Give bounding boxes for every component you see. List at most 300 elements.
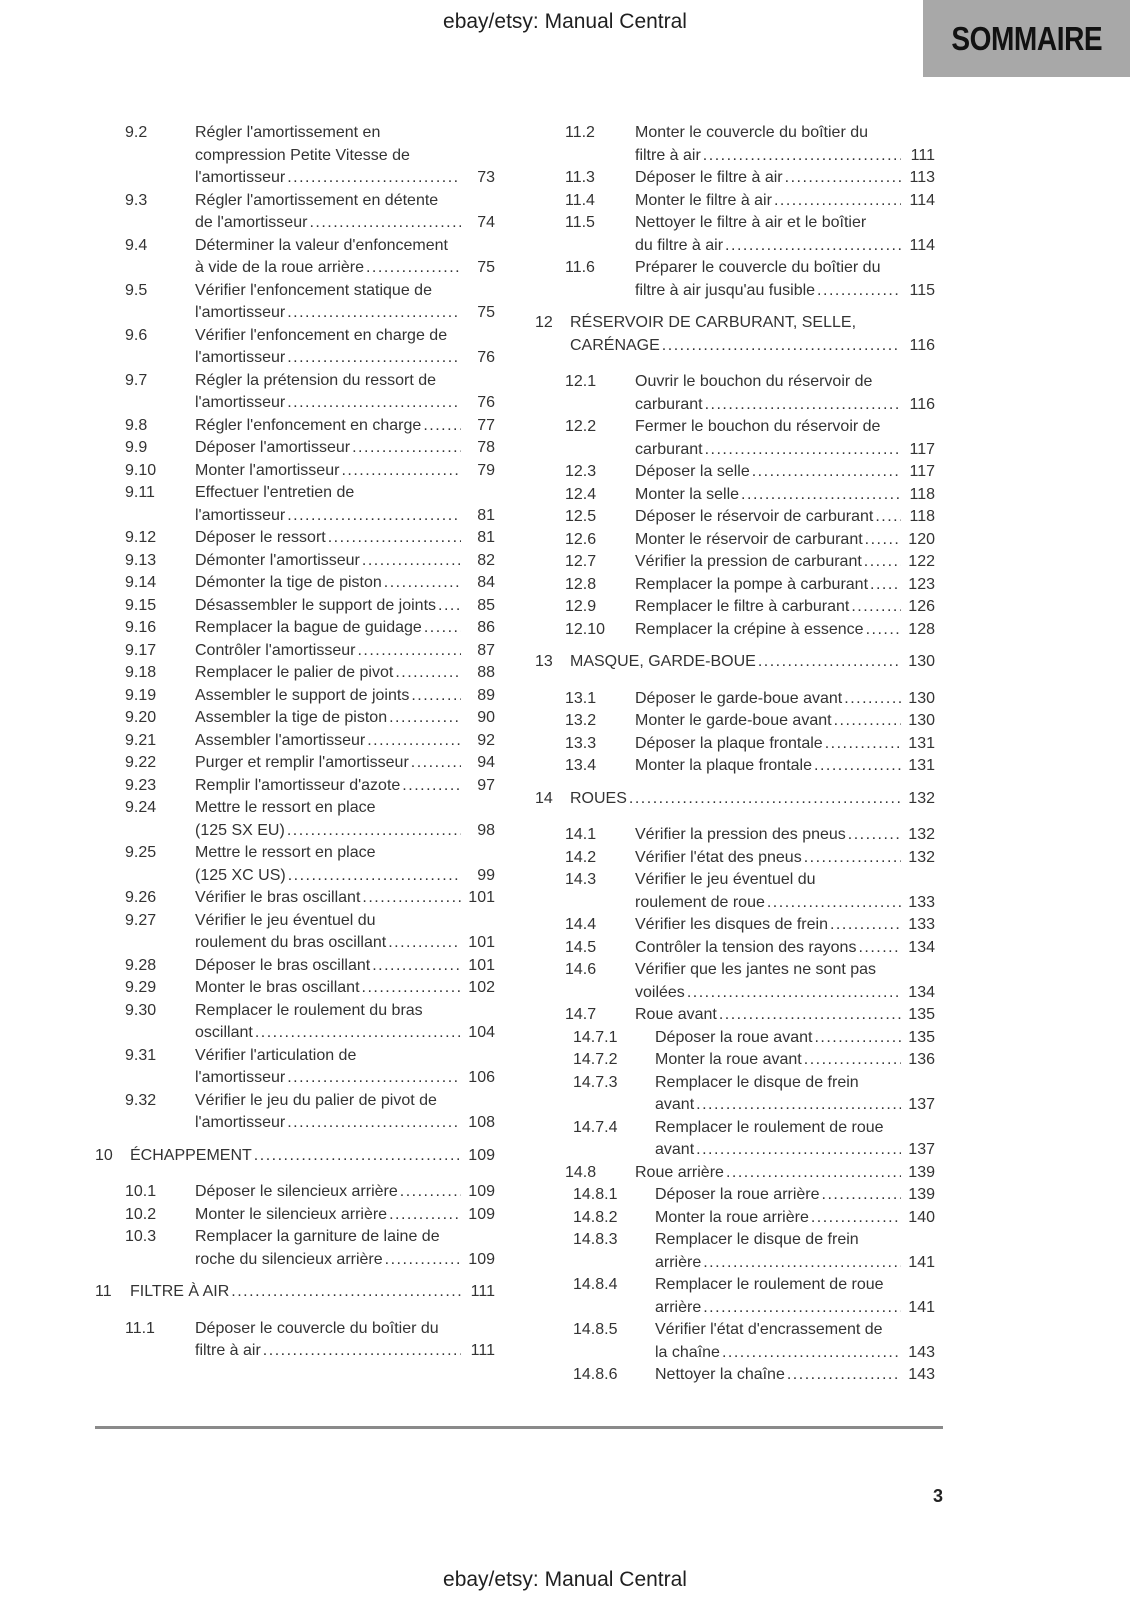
toc-page-number: 132	[908, 789, 935, 807]
toc-dot-leader	[864, 619, 901, 642]
toc-entry-11.4	[535, 190, 935, 213]
toc-entry-line	[565, 167, 935, 190]
toc-page-number: 135	[908, 1028, 935, 1046]
toc-entry-number: 13.1	[565, 689, 597, 707]
toc-page-number: 134	[908, 938, 935, 956]
toc-page-number: 131	[908, 757, 935, 774]
toc-entry-title: Vérifier l'enfoncement en charge de	[195, 326, 448, 344]
toc-entry-number: 12.8	[565, 575, 597, 593]
toc-dot-leader	[252, 1145, 461, 1168]
toc-entry-number: 14.8.6	[573, 1366, 618, 1383]
toc-entry-9.2	[95, 122, 495, 190]
toc-page-number: 126	[908, 598, 935, 615]
toc-page-number: 97	[477, 776, 495, 794]
toc-dot-leader	[785, 1364, 901, 1387]
toc-dot-leader	[409, 685, 461, 708]
toc-dot-leader	[229, 1281, 461, 1304]
toc-entry-number: 11	[95, 1283, 112, 1300]
toc-page-number: 82	[477, 551, 495, 569]
toc-entry-number	[125, 167, 195, 190]
toc-page-number: 143	[908, 1343, 935, 1361]
toc-entry-11.5	[535, 212, 935, 257]
toc-entry-title: Mettre le ressort en place	[195, 799, 376, 816]
toc-entry-number: 9.8	[125, 416, 148, 434]
toc-entry-title: Vérifier les disques de frein	[635, 916, 828, 933]
toc-entry-title: Vérifier l'articulation de	[195, 1046, 357, 1064]
toc-dot-leader	[873, 506, 901, 529]
toc-entry-line	[573, 1297, 935, 1320]
toc-entry-number: 9.3	[125, 191, 148, 209]
toc-entry-number	[125, 932, 195, 955]
toc-entry-line	[565, 914, 935, 937]
toc-dot-leader	[307, 212, 461, 235]
toc-entry-title: du filtre à air	[635, 236, 724, 254]
toc-entry-title: Effectuer l'entretien de	[195, 484, 355, 501]
sommaire-tab-label: SOMMAIRE	[951, 19, 1102, 57]
toc-entry-title: Monter le réservoir de carburant	[635, 530, 863, 548]
toc-entry-title: Vérifier l'état des pneus	[635, 848, 802, 866]
toc-entry-number: 9.29	[125, 979, 157, 996]
toc-entry-12	[535, 312, 935, 357]
toc-entry-line	[565, 371, 935, 394]
toc-entry-title: MASQUE, GARDE-BOUE	[570, 653, 756, 670]
toc-page-number: 94	[477, 754, 495, 771]
toc-entry-number: 9.31	[125, 1046, 157, 1064]
toc-entry-number: 14.8.5	[573, 1321, 618, 1338]
toc-entry-number: 14.7.1	[573, 1028, 618, 1046]
toc-entry-line	[565, 506, 935, 529]
toc-entry-line	[125, 167, 495, 190]
toc-entry-number: 14.7	[565, 1006, 597, 1023]
toc-entry-number: 9.12	[125, 529, 157, 546]
toc-entry-9.6	[95, 325, 495, 370]
toc-entry-title: Contrôler la tension des rayons	[635, 938, 857, 956]
toc-entry-number: 13.3	[565, 734, 597, 752]
toc-entry-title: Monter la plaque frontale	[635, 757, 812, 774]
toc-page-number: 140	[908, 1208, 935, 1226]
toc-entry-title: Remplacer le roulement de roue	[655, 1118, 884, 1136]
toc-page-number: 130	[908, 689, 935, 707]
toc-entry-title: oscillant	[195, 1024, 253, 1041]
toc-page-number: 109	[468, 1183, 495, 1200]
toc-entry-line	[573, 1027, 935, 1050]
toc-entry-line	[125, 347, 495, 370]
toc-entry-9.17	[95, 640, 495, 663]
toc-dot-leader	[387, 707, 461, 730]
toc-dot-leader	[694, 1094, 901, 1117]
page-number: 3	[932, 1486, 943, 1506]
toc-entry-number: 9.2	[125, 124, 148, 141]
toc-entry-number: 14.8.1	[573, 1186, 618, 1203]
toc-page-number: 135	[908, 1006, 935, 1023]
toc-page-number: 141	[908, 1253, 935, 1271]
toc-entry-number: 14.6	[565, 961, 597, 978]
toc-entry-line	[573, 1072, 935, 1095]
toc-page-number: 88	[477, 664, 495, 681]
toc-entry-line	[95, 1145, 495, 1168]
toc-entry-line	[125, 145, 495, 168]
toc-entry-number: 9.27	[125, 911, 157, 929]
toc-entry-number	[535, 335, 570, 358]
toc-entry-number	[125, 1340, 195, 1363]
toc-entry-number: 9.18	[125, 664, 157, 681]
toc-entry-number	[565, 235, 635, 258]
toc-dot-leader	[285, 505, 461, 528]
toc-entry-14.8	[535, 1162, 935, 1185]
toc-page-number: 87	[477, 641, 495, 659]
toc-entry-line	[95, 1281, 495, 1304]
toc-entry-title: carburant	[635, 395, 703, 413]
toc-page-number: 92	[477, 731, 495, 749]
toc-dot-leader	[783, 167, 901, 190]
toc-entry-9.21	[95, 730, 495, 753]
toc-column-left	[95, 122, 495, 1363]
toc-page-number: 139	[908, 1163, 935, 1181]
toc-dot-leader	[285, 392, 461, 415]
toc-entry-9.32	[95, 1090, 495, 1135]
toc-entry-line	[125, 1112, 495, 1135]
toc-entry-title: Remplacer la crépine à essence	[635, 620, 864, 638]
toc-entry-title: RÉSERVOIR DE CARBURANT, SELLE,	[570, 314, 857, 331]
toc-dot-leader	[703, 439, 901, 462]
toc-entry-13.2	[535, 710, 935, 733]
toc-dot-leader	[339, 460, 461, 483]
toc-entry-title: Mettre le ressort en place	[195, 844, 376, 861]
toc-entry-line	[573, 1207, 935, 1230]
toc-entry-line	[125, 1204, 495, 1227]
toc-dot-leader	[739, 484, 901, 507]
toc-page-number: 114	[909, 236, 935, 254]
toc-page-number: 81	[477, 506, 495, 524]
toc-entry-12.5	[535, 506, 935, 529]
toc-entry-line	[573, 1274, 935, 1297]
toc-page-number: 111	[470, 1283, 495, 1300]
toc-entry-title: Déposer la roue arrière	[655, 1186, 820, 1203]
toc-entry-number: 13	[535, 653, 553, 670]
toc-entry-number: 14.7.3	[573, 1073, 618, 1091]
toc-entry-line	[125, 392, 495, 415]
toc-entry-line	[125, 415, 495, 438]
toc-entry-title: filtre à air jusqu'au fusible	[635, 281, 816, 299]
toc-entry-11	[95, 1281, 495, 1304]
toc-dot-leader	[717, 1004, 901, 1027]
toc-page-number: 114	[909, 191, 935, 209]
toc-entry-line	[565, 484, 935, 507]
toc-entry-9.15	[95, 595, 495, 618]
toc-entry-line	[125, 257, 495, 280]
toc-entry-line	[573, 1184, 935, 1207]
toc-entry-title: Assembler l'amortisseur	[195, 731, 366, 749]
toc-entry-14.6	[535, 959, 935, 1004]
toc-entry-14.8.1	[535, 1184, 935, 1207]
toc-dot-leader	[772, 190, 901, 213]
toc-dot-leader	[846, 824, 901, 847]
toc-dot-leader	[724, 1162, 901, 1185]
toc-page-number: 136	[908, 1051, 935, 1068]
toc-page-number: 74	[477, 214, 495, 231]
toc-entry-title: Monter la roue avant	[655, 1051, 802, 1068]
toc-dot-leader	[832, 710, 901, 733]
toc-entry-title: Démonter la tige de piston	[195, 574, 382, 591]
toc-page-number: 90	[477, 709, 495, 726]
toc-entry-number: 12.4	[565, 485, 597, 503]
toc-page-number: 77	[477, 416, 495, 434]
toc-page-number: 134	[908, 983, 935, 1001]
toc-entry-title: Nettoyer la chaîne	[655, 1366, 785, 1383]
toc-entry-title: filtre à air	[195, 1342, 261, 1359]
toc-page-number: 104	[468, 1024, 495, 1041]
toc-page-number: 139	[908, 1186, 935, 1203]
toc-page-number: 128	[908, 620, 935, 638]
toc-entry-number: 9.32	[125, 1091, 157, 1109]
toc-entry-number	[125, 865, 195, 888]
toc-entry-number: 12.10	[565, 620, 606, 638]
toc-entry-title: l'amortisseur	[195, 1069, 286, 1086]
toc-entry-title: roche du silencieux arrière	[195, 1250, 383, 1268]
toc-entry-line	[565, 529, 935, 552]
toc-entry-title: Démonter l'amortisseur	[195, 551, 360, 569]
toc-entry-10.2	[95, 1204, 495, 1227]
toc-entry-line	[565, 280, 935, 303]
toc-entry-line	[535, 788, 935, 811]
toc-entry-11.3	[535, 167, 935, 190]
toc-entry-title: Assembler la tige de piston	[195, 709, 388, 726]
toc-page-number: 109	[468, 1146, 495, 1164]
toc-entry-title: compression Petite Vitesse de	[195, 146, 410, 164]
toc-entry-line	[573, 1117, 935, 1140]
toc-entry-line	[573, 1049, 935, 1072]
toc-entry-number: 11.1	[125, 1319, 155, 1337]
toc-dot-leader	[421, 415, 461, 438]
toc-entry-number: 9.28	[125, 956, 157, 974]
toc-entry-12.7	[535, 551, 935, 574]
toc-dot-leader	[400, 775, 461, 798]
toc-entry-number: 11.6	[565, 259, 595, 276]
toc-entry-9.31	[95, 1045, 495, 1090]
toc-entry-title: filtre à air	[635, 146, 701, 164]
toc-entry-title: Régler l'amortissement en détente	[195, 191, 439, 209]
toc-entry-number: 14	[535, 789, 553, 807]
toc-entry-line	[125, 1226, 495, 1249]
toc-entry-title: Vérifier le jeu éventuel du	[195, 911, 376, 929]
toc-entry-title: l'amortisseur	[195, 169, 286, 186]
toc-entry-line	[125, 910, 495, 933]
toc-entry-number: 9.11	[125, 484, 155, 501]
toc-entry-line	[125, 617, 495, 640]
toc-dot-leader	[750, 461, 901, 484]
toc-dot-leader	[370, 955, 461, 978]
toc-page-number: 118	[909, 485, 935, 503]
toc-entry-title: Roue avant	[635, 1006, 717, 1023]
toc-entry-title: Fermer le bouchon du réservoir de	[635, 418, 881, 435]
toc-entry-number: 14.2	[565, 848, 597, 866]
toc-entry-line	[125, 842, 495, 865]
toc-entry-title: Monter la selle	[635, 485, 740, 503]
toc-page-number: 85	[477, 596, 495, 614]
toc-entry-12.4	[535, 484, 935, 507]
toc-entry-14.8.4	[535, 1274, 935, 1319]
toc-entry-number: 14.8.2	[573, 1208, 618, 1226]
toc-entry-line	[125, 955, 495, 978]
toc-entry-line	[565, 416, 935, 439]
toc-entry-line	[535, 335, 935, 358]
toc-dot-leader	[868, 574, 901, 597]
toc-entry-title: CARÉNAGE	[570, 336, 660, 354]
toc-dot-leader	[253, 1022, 461, 1045]
toc-dot-leader	[422, 617, 461, 640]
toc-entry-title: carburant	[635, 440, 703, 458]
toc-page-number: 137	[908, 1096, 935, 1113]
toc-entry-number: 14.5	[565, 938, 597, 956]
toc-entry-line	[565, 710, 935, 733]
toc-entry-number: 10.2	[125, 1205, 157, 1223]
toc-entry-title: Déterminer la valeur d'enfoncement	[195, 236, 448, 254]
toc-dot-leader	[409, 752, 461, 775]
toc-entry-line	[565, 982, 935, 1005]
toc-page-number: 141	[908, 1298, 935, 1316]
toc-page-number: 130	[908, 712, 935, 729]
toc-entry-line	[125, 977, 495, 1000]
toc-entry-title: Déposer l'amortisseur	[195, 439, 351, 456]
toc-entry-number: 9.13	[125, 551, 157, 569]
toc-entry-number: 13.4	[565, 757, 597, 774]
toc-entry-title: la chaîne	[655, 1343, 720, 1361]
toc-entry-line	[125, 1045, 495, 1068]
toc-entry-title: Vérifier l'enfoncement statique de	[195, 281, 432, 299]
toc-entry-9.16	[95, 617, 495, 640]
toc-entry-line	[125, 527, 495, 550]
toc-entry-line	[125, 640, 495, 663]
toc-entry-number	[573, 1252, 655, 1275]
toc-entry-line	[565, 122, 935, 145]
toc-entry-line	[125, 460, 495, 483]
toc-entry-title: avant	[655, 1096, 695, 1113]
toc-entry-title: Purger et remplir l'amortisseur	[195, 754, 409, 771]
toc-entry-line	[125, 662, 495, 685]
toc-entry-line	[565, 461, 935, 484]
toc-entry-title: Roue arrière	[635, 1163, 724, 1181]
toc-entry-number	[565, 982, 635, 1005]
toc-entry-line	[125, 1318, 495, 1341]
toc-entry-title: Déposer le garde-boue avant	[635, 689, 843, 707]
toc-entry-title: avant	[655, 1141, 695, 1158]
toc-entry-title: Préparer le couvercle du boîtier du	[635, 259, 881, 276]
toc-entry-title: Remplacer le disque de frein	[655, 1073, 859, 1091]
toc-dot-leader	[701, 1252, 901, 1275]
toc-entry-line	[565, 212, 935, 235]
toc-entry-14.7.2	[535, 1049, 935, 1072]
toc-entry-number	[573, 1094, 655, 1117]
toc-entry-title: Vérifier le jeu éventuel du	[635, 871, 816, 888]
toc-dot-leader	[720, 1342, 901, 1365]
toc-entry-line	[125, 1340, 495, 1363]
toc-dot-leader	[360, 977, 461, 1000]
toc-entry-title: (125 XC US)	[195, 866, 286, 884]
toc-entry-13	[535, 651, 935, 674]
toc-entry-title: roulement du bras oscillant	[195, 934, 387, 951]
toc-entry-number	[125, 257, 195, 280]
toc-page-number: 109	[468, 1205, 495, 1223]
toc-entry-title: Déposer la plaque frontale	[635, 734, 823, 752]
toc-page-number: 101	[468, 934, 495, 951]
toc-entry-number: 9.19	[125, 686, 157, 704]
toc-dot-leader	[285, 820, 461, 843]
toc-entry-number: 12.2	[565, 418, 597, 435]
toc-entry-12.6	[535, 529, 935, 552]
toc-entry-10.3	[95, 1226, 495, 1271]
toc-page-number: 108	[468, 1114, 495, 1131]
toc-page-number: 101	[468, 956, 495, 974]
toc-dot-leader	[849, 596, 901, 619]
toc-entry-number: 12	[535, 314, 553, 331]
toc-entry-line	[125, 865, 495, 888]
toc-entry-line	[125, 685, 495, 708]
toc-entry-9.26	[95, 887, 495, 910]
toc-dot-leader	[285, 347, 461, 370]
toc-page-number: 132	[908, 848, 935, 866]
toc-page-number: 116	[909, 336, 935, 354]
toc-entry-14.4	[535, 914, 935, 937]
toc-entry-title: l'amortisseur	[195, 1114, 286, 1131]
toc-dot-leader	[812, 755, 901, 778]
toc-entry-number: 13.2	[565, 712, 597, 729]
toc-entry-line	[573, 1342, 935, 1365]
toc-entry-line	[125, 820, 495, 843]
toc-entry-line	[565, 257, 935, 280]
toc-entry-12.1	[535, 371, 935, 416]
toc-entry-number: 14.8.4	[573, 1276, 618, 1293]
toc-page-number: 76	[477, 349, 495, 366]
toc-entry-title: Déposer la selle	[635, 463, 750, 480]
toc-entry-9.3	[95, 190, 495, 235]
toc-page-number: 79	[477, 461, 495, 479]
toc-entry-title: arrière	[655, 1253, 702, 1271]
toc-entry-10.1	[95, 1181, 495, 1204]
toc-entry-title: Déposer le bras oscillant	[195, 956, 371, 974]
toc-entry-number	[565, 280, 635, 303]
toc-page-number: 113	[909, 169, 935, 186]
toc-entry-14.8.5	[535, 1319, 935, 1364]
toc-entry-title: l'amortisseur	[195, 506, 286, 524]
toc-entry-14	[535, 788, 935, 811]
toc-entry-line	[565, 892, 935, 915]
toc-entry-number	[565, 892, 635, 915]
page-header-title: ebay/etsy: Manual Central	[443, 10, 687, 33]
toc-entry-number: 14.8	[565, 1163, 597, 1181]
toc-entry-title: voilées	[635, 983, 685, 1001]
toc-dot-leader	[326, 527, 461, 550]
toc-page-number: 86	[477, 619, 495, 636]
toc-entry-title: Déposer le silencieux arrière	[195, 1183, 398, 1200]
toc-entry-number	[125, 302, 195, 325]
toc-entry-line	[565, 190, 935, 213]
toc-entry-title: Remplacer le roulement du bras	[195, 1001, 423, 1019]
toc-page-number: 73	[477, 169, 495, 186]
toc-entry-14.7.3	[535, 1072, 935, 1117]
toc-page-number: 133	[908, 916, 935, 933]
toc-entry-title: Monter le bras oscillant	[195, 979, 360, 996]
toc-entry-line	[565, 937, 935, 960]
toc-entry-9.5	[95, 280, 495, 325]
toc-entry-line	[573, 1139, 935, 1162]
toc-entry-14.7	[535, 1004, 935, 1027]
toc-entry-number: 9.9	[125, 439, 148, 456]
toc-entry-14.1	[535, 824, 935, 847]
toc-page-number: 117	[909, 440, 935, 458]
toc-entry-line	[565, 869, 935, 892]
toc-entry-title: Déposer le filtre à air	[635, 169, 783, 186]
toc-entry-9.20	[95, 707, 495, 730]
